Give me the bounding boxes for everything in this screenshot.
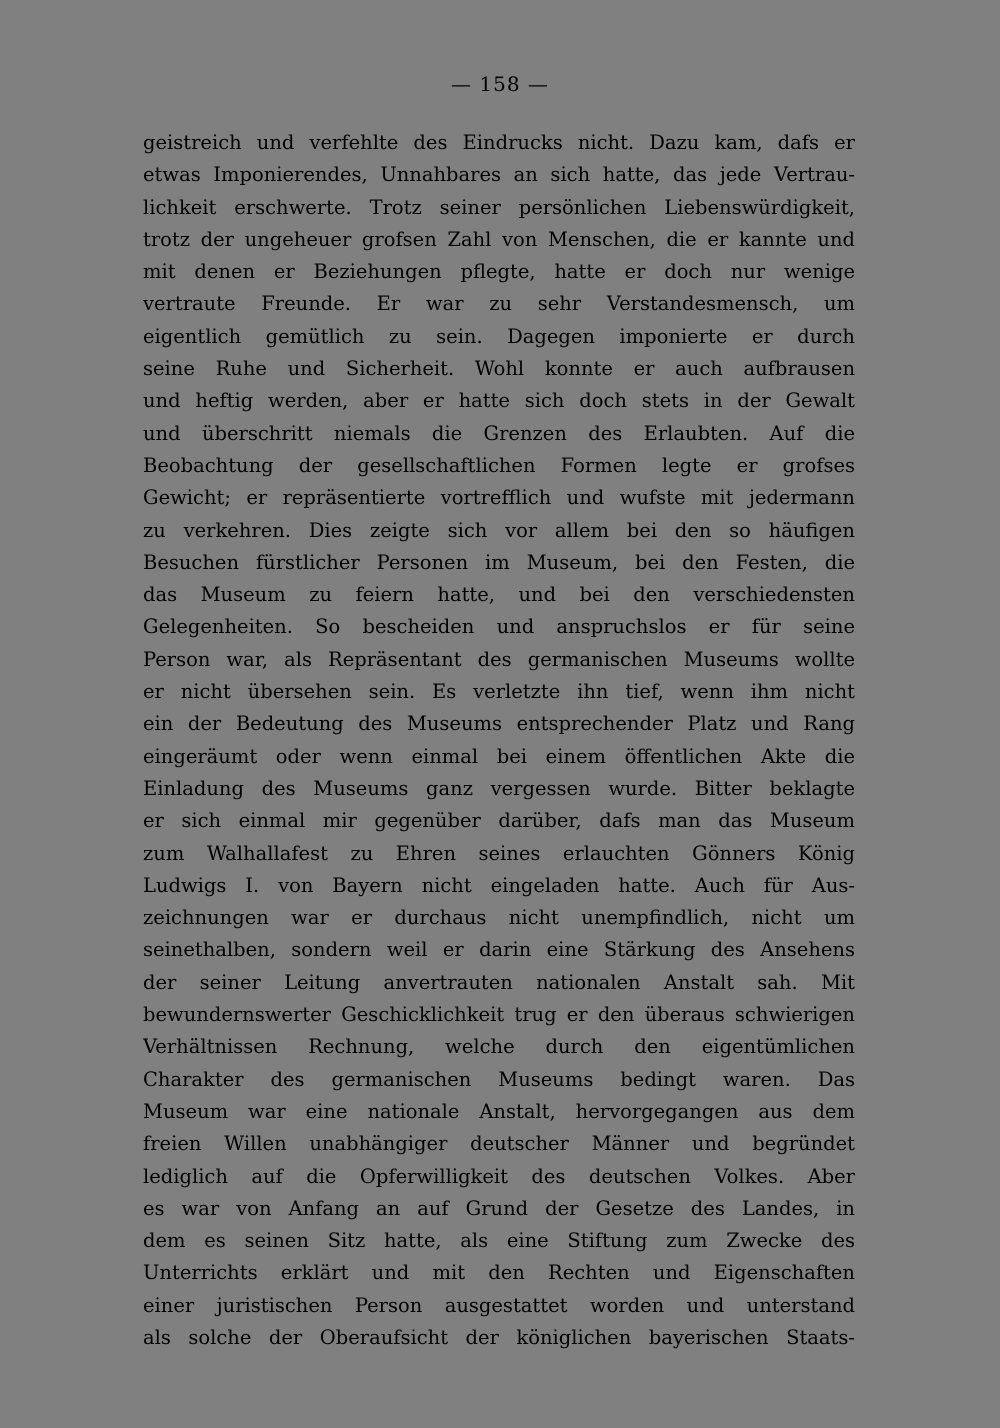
- text-line: lichkeit erschwerte. Trotz seiner persönlichen Liebenswürdigkeit,: [143, 195, 855, 219]
- text-line: ein der Bedeutung des Museums entsprechender Platz und Rang: [143, 712, 855, 736]
- text-line: vertraute Freunde. Er war zu sehr Verstandesmensch, um: [143, 292, 855, 316]
- text-line: zum Walhallafest zu Ehren seines erlauchten Gönners König: [143, 841, 855, 865]
- text-line: Museum war eine nationale Anstalt, hervorgegangen aus dem: [143, 1099, 855, 1123]
- text-line: einer juristischen Person ausgestattet worden und unterstand: [143, 1293, 855, 1317]
- body-text: [143, 127, 855, 1354]
- text-line: trotz der ungeheuer grofsen Zahl von Menschen, die er kannte und: [143, 227, 855, 251]
- text-line: geistreich und verfehlte des Eindrucks nicht. Dazu kam, dafs er: [143, 131, 855, 154]
- text-line: zu verkehren. Dies zeigte sich vor allem bei den so häufigen: [143, 518, 855, 542]
- text-line: Besuchen fürstlicher Personen im Museum, bei den Festen, die: [143, 550, 855, 574]
- text-line: eigentlich gemütlich zu sein. Dagegen imponierte er durch: [143, 324, 855, 348]
- text-line: als solche der Oberaufsicht der königlichen bayerischen Staats-: [143, 1325, 855, 1349]
- text-line: seinethalben, sondern weil er darin eine Stärkung des Ansehens: [143, 938, 855, 962]
- text-line: mit denen er Beziehungen pflegte, hatte er doch nur wenige: [143, 260, 855, 284]
- page-number: — 158 —: [451, 72, 549, 96]
- text-line: Person war, als Repräsentant des germanischen Museums wollte: [143, 647, 855, 671]
- text-line: etwas Imponierendes, Unnahbares an sich hatte, das jede Vertrau-: [143, 163, 855, 187]
- text-line: Charakter des germanischen Museums bedingt waren. Das: [143, 1067, 855, 1091]
- text-line: das Museum zu feiern hatte, und bei den verschiedensten: [143, 583, 855, 607]
- text-line: er sich einmal mir gegenüber darüber, dafs man das Museum: [143, 809, 855, 833]
- text-line: dem es seinen Sitz hatte, als eine Stiftung zum Zwecke des: [143, 1229, 855, 1253]
- text-line: Einladung des Museums ganz vergessen wurde. Bitter beklagte: [143, 776, 855, 800]
- text-line: Unterrichts erklärt und mit den Rechten und Eigenschaften: [143, 1261, 855, 1285]
- text-line: Gewicht; er repräsentierte vortrefflich und wufste mit jedermann: [143, 486, 855, 510]
- text-line: Ludwigs I. von Bayern nicht eingeladen hatte. Auch für Aus-: [143, 873, 855, 897]
- text-line: eingeräumt oder wenn einmal bei einem öffentlichen Akte die: [143, 744, 855, 768]
- text-line: seine Ruhe und Sicherheit. Wohl konnte er auch aufbrausen: [143, 357, 855, 381]
- text-line: Verhältnissen Rechnung, welche durch den eigentümlichen: [143, 1035, 855, 1059]
- text-line: bewundernswerter Geschicklichkeit trug er den überaus schwierigen: [143, 1003, 855, 1027]
- text-line: Beobachtung der gesellschaftlichen Formen legte er grofses: [143, 453, 855, 477]
- text-line: freien Willen unabhängiger deutscher Männer und begründet: [143, 1132, 855, 1156]
- text-line: und heftig werden, aber er hatte sich doch stets in der Gewalt: [143, 389, 855, 413]
- text-line: und überschritt niemals die Grenzen des Erlaubten. Auf die: [143, 421, 855, 445]
- text-line: er nicht übersehen sein. Es verletzte ihn tief, wenn ihm nicht: [143, 680, 855, 704]
- text-line: zeichnungen war er durchaus nicht unempfindlich, nicht um: [143, 906, 855, 930]
- text-line: Gelegenheiten. So bescheiden und anspruchslos er für seine: [143, 615, 855, 639]
- text-line: der seiner Leitung anvertrauten nationalen Anstalt sah. Mit: [143, 970, 855, 994]
- text-line: lediglich auf die Opferwilligkeit des deutschen Volkes. Aber: [143, 1164, 855, 1188]
- text-line: es war von Anfang an auf Grund der Gesetze des Landes, in: [143, 1196, 855, 1220]
